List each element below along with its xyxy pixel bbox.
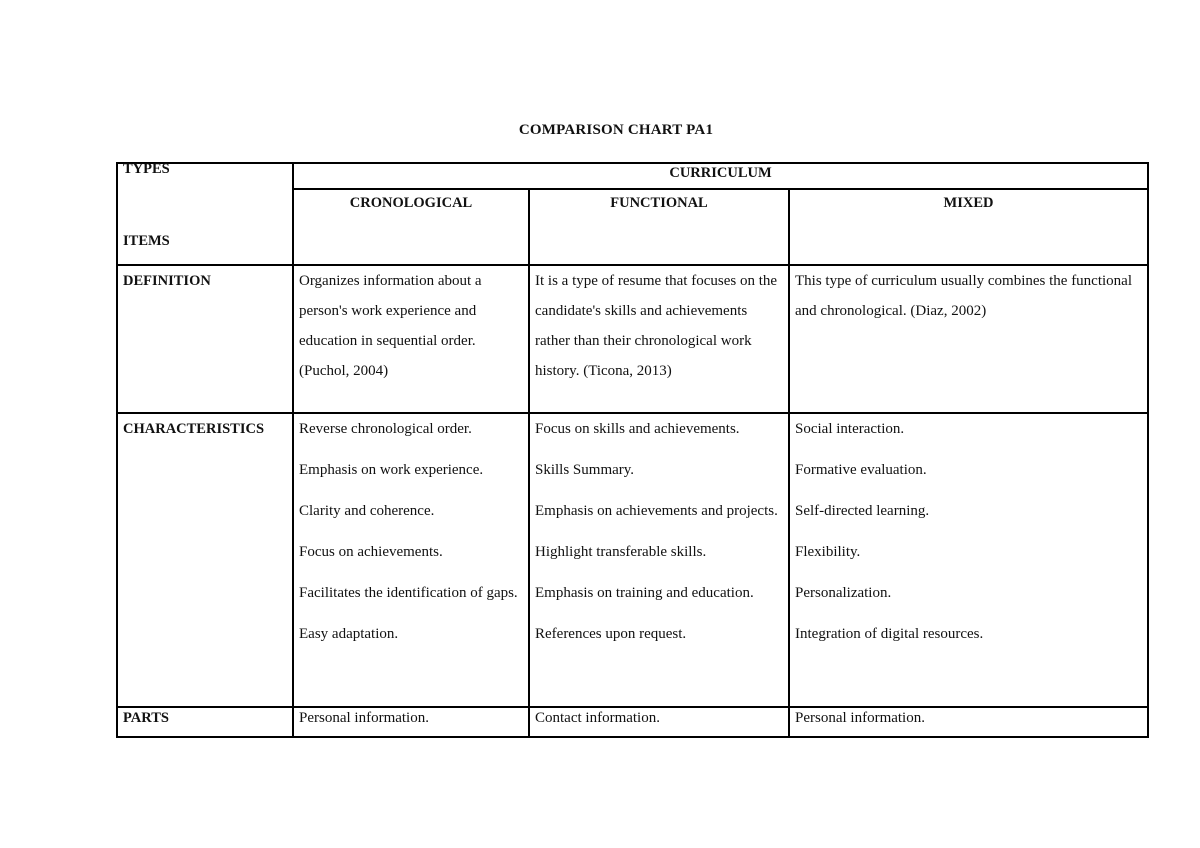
list-item: Reverse chronological order. <box>299 421 472 437</box>
definition-functional: It is a type of resume that focuses on the candidate's skills and achievements rather than their chronological work history. (Ticona, 2013) <box>529 265 789 413</box>
list-item: Emphasis on training and education. <box>535 585 754 601</box>
parts-mixed: Personal information. <box>789 707 1148 737</box>
types-items-header-cell <box>117 163 293 265</box>
items-header: ITEMS <box>123 233 170 249</box>
types-header: TYPES <box>123 161 170 177</box>
row-label-definition: DEFINITION <box>117 265 293 413</box>
list-item: Clarity and coherence. <box>299 503 435 519</box>
definition-cronological: Organizes information about a person's work experience and education in sequential order. (Puchol, 2004) <box>293 265 529 413</box>
table-header-row <box>117 163 1148 189</box>
table-row-characteristics <box>117 413 1148 707</box>
list-item: References upon request. <box>535 626 687 642</box>
comparison-table <box>116 162 1149 738</box>
definition-mixed: This type of curriculum usually combines the functional and chronological. (Diaz, 2002) <box>789 265 1148 413</box>
parts-functional: Contact information. <box>529 707 789 737</box>
list-item: Emphasis on work experience. <box>299 462 484 478</box>
list-item: Focus on skills and achievements. <box>535 421 740 437</box>
row-label-characteristics: CHARACTERISTICS <box>117 413 293 707</box>
list-item: Self-directed learning. <box>795 503 930 519</box>
list-item: Flexibility. <box>795 544 861 560</box>
list-item: Personalization. <box>795 585 892 601</box>
list-item: Easy adaptation. <box>299 626 399 642</box>
row-label-parts: PARTS <box>117 707 293 737</box>
curriculum-header: CURRICULUM <box>293 163 1148 189</box>
characteristics-mixed <box>789 413 1148 707</box>
list-item: Skills Summary. <box>535 462 635 478</box>
list-item: Formative evaluation. <box>795 462 927 478</box>
column-header-functional: FUNCTIONAL <box>529 189 789 265</box>
list-item: Emphasis on achievements and projects. <box>535 503 778 519</box>
table-row-parts <box>117 707 1148 737</box>
column-header-mixed: MIXED <box>789 189 1148 265</box>
list-item: Focus on achievements. <box>299 544 443 560</box>
characteristics-functional <box>529 413 789 707</box>
characteristics-cronological <box>293 413 529 707</box>
list-item: Integration of digital resources. <box>795 626 984 642</box>
list-item: Highlight transferable skills. <box>535 544 707 560</box>
document-title: COMPARISON CHART PA1 <box>518 122 714 138</box>
list-item: Facilitates the identification of gaps. <box>299 585 518 601</box>
column-header-cronological: CRONOLOGICAL <box>293 189 529 265</box>
parts-cronological: Personal information. <box>293 707 529 737</box>
list-item: Social interaction. <box>795 421 905 437</box>
table-row-definition <box>117 265 1148 413</box>
